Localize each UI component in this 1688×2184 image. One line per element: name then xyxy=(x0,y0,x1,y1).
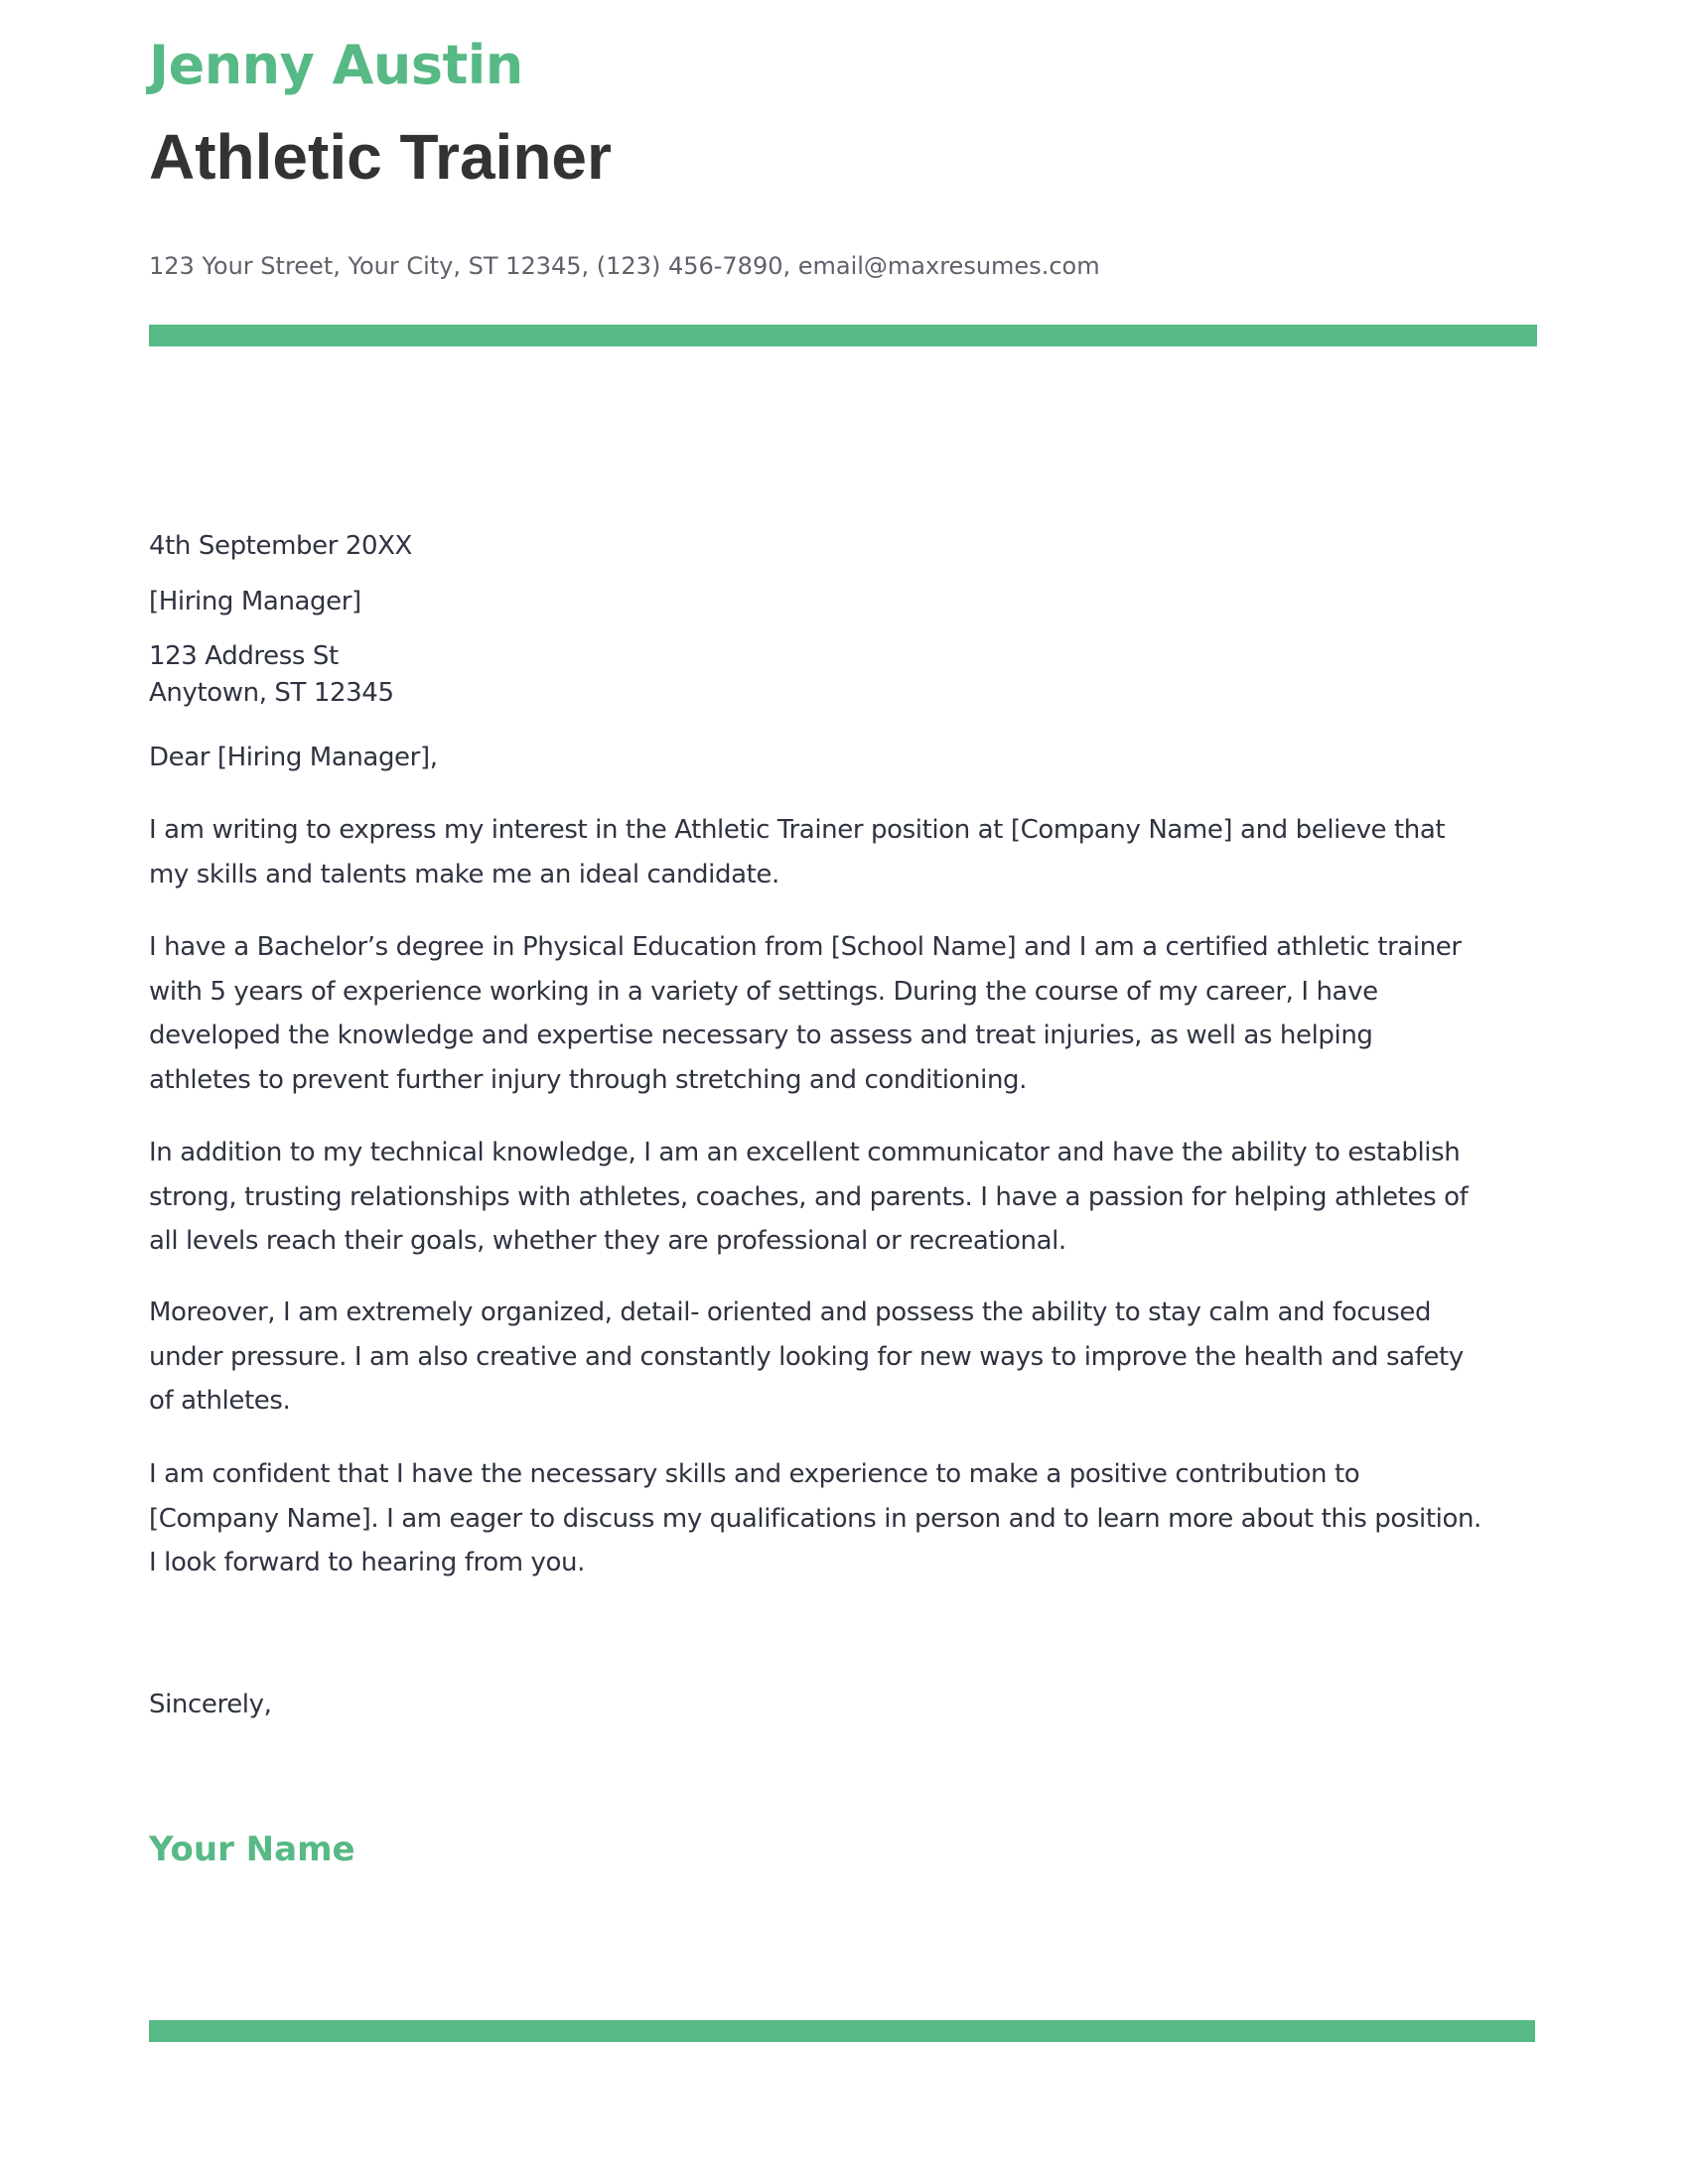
footer-divider-bar xyxy=(149,2020,1535,2042)
paragraph-line: I have a Bachelor’s degree in Physical Education from [School Name] and I am a certified athletic trainer xyxy=(149,932,1462,962)
letter-date: 4th September 20XX xyxy=(149,531,412,561)
recipient-address-line2: Anytown, ST 12345 xyxy=(149,678,394,708)
header-divider-bar xyxy=(149,325,1537,346)
recipient-address-line1: 123 Address St xyxy=(149,641,339,671)
paragraph-line: of athletes. xyxy=(149,1386,291,1416)
paragraph-line: under pressure. I am also creative and constantly looking for new ways to improve the health and safety xyxy=(149,1341,1464,1372)
paragraph-line: developed the knowledge and expertise necessary to assess and treat injuries, as well as helping xyxy=(149,1021,1373,1050)
paragraph-line: I am writing to express my interest in the Athletic Trainer position at [Company Name] and believe that xyxy=(149,815,1446,845)
paragraph-closing xyxy=(149,1452,1559,1585)
paragraph-line: Moreover, I am extremely organized, detail- oriented and possess the ability to stay calm and focused xyxy=(149,1297,1432,1327)
paragraph-line: athletes to prevent further injury through stretching and conditioning. xyxy=(149,1064,1027,1095)
paragraph-organization xyxy=(149,1291,1559,1424)
closing-sincerely: Sincerely, xyxy=(149,1690,272,1719)
contact-info: 123 Your Street, Your City, ST 12345, (123) 456-7890, email@maxresumes.com xyxy=(149,252,1100,280)
applicant-name: Jenny Austin xyxy=(149,34,523,96)
paragraph-line: strong, trusting relationships with athletes, coaches, and parents. I have a passion for helping athletes of xyxy=(149,1181,1469,1212)
paragraph-line: my skills and talents make me an ideal candidate. xyxy=(149,859,779,889)
paragraph-line: all levels reach their goals, whether they are professional or recreational. xyxy=(149,1226,1066,1256)
paragraph-line: In addition to my technical knowledge, I am an excellent communicator and have the ability to establish xyxy=(149,1138,1461,1167)
signature-name: Your Name xyxy=(149,1830,355,1869)
paragraph-line: I am confident that I have the necessary skills and experience to make a positive contribution to xyxy=(149,1459,1360,1489)
paragraph-intro xyxy=(149,808,1559,896)
recipient-name: [Hiring Manager] xyxy=(149,587,361,616)
paragraph-line: [Company Name]. I am eager to discuss my qualifications in person and to learn more about this position. xyxy=(149,1503,1481,1534)
job-title: Athletic Trainer xyxy=(149,121,612,193)
paragraph-education xyxy=(149,925,1559,1102)
paragraph-communication xyxy=(149,1131,1559,1264)
paragraph-line: I look forward to hearing from you. xyxy=(149,1548,585,1577)
paragraph-line: with 5 years of experience working in a variety of settings. During the course of my career, I have xyxy=(149,976,1378,1007)
salutation: Dear [Hiring Manager], xyxy=(149,743,438,772)
